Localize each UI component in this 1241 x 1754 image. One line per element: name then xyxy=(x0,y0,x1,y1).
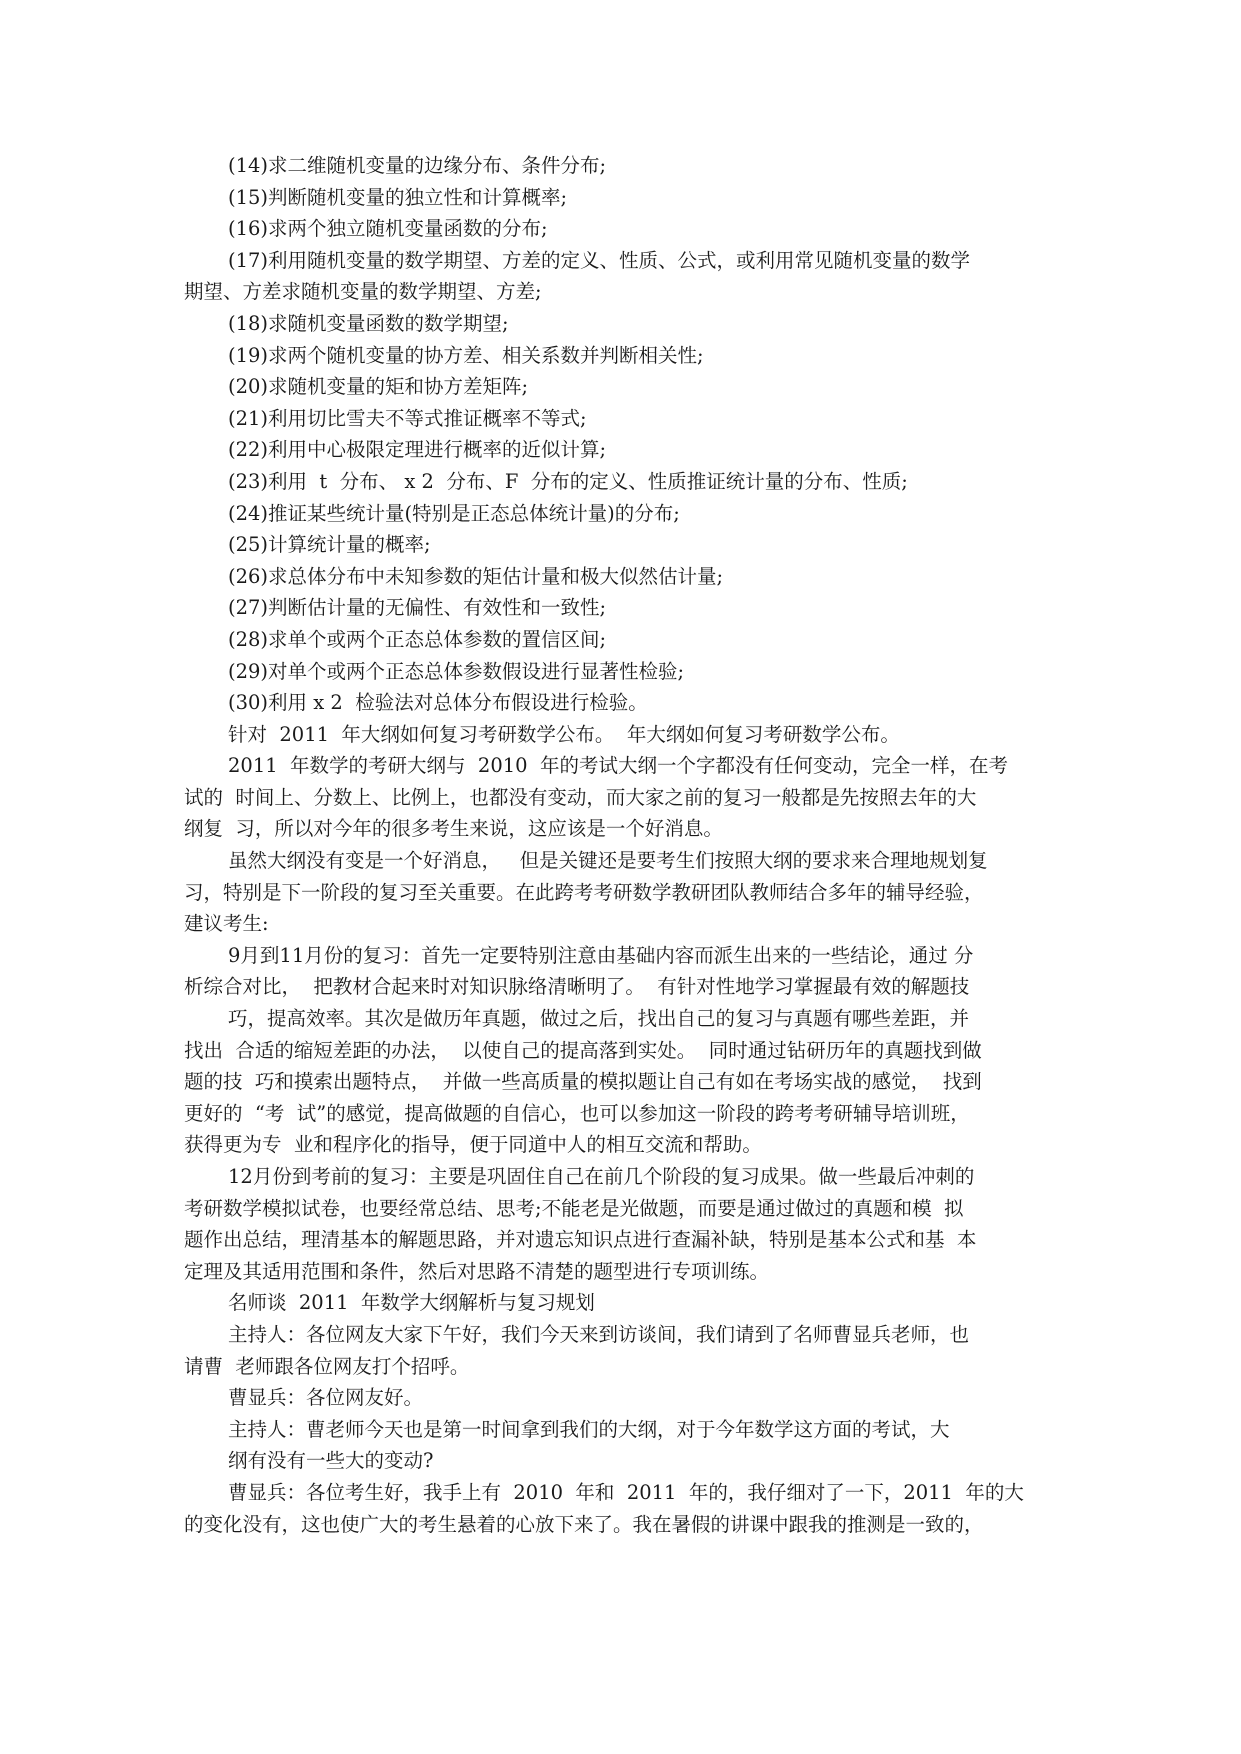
text-line: (21)利用切比雪夫不等式推证概率不等式; xyxy=(228,406,587,430)
text-line: 主持人：各位网友大家下午好，我们今天来到访谈间，我们请到了名师曹显兵老师，也 xyxy=(228,1322,970,1346)
text-line: 获得更为专 业和程序化的指导，便于同道中人的相互交流和帮助。 xyxy=(184,1133,762,1157)
text-line: (17)利用随机变量的数学期望、方差的定义、性质、公式，或利用常见随机变量的数学 xyxy=(228,248,971,272)
text-line: (16)求两个独立随机变量函数的分布; xyxy=(228,217,548,241)
text-line: 试的 时间上、分数上、比例上，也都没有变动，而大家之前的复习一般都是先按照去年的大 xyxy=(184,785,977,809)
text-line: (23)利用 t 分布、 x 2 分布、F 分布的定义、性质推证统计量的分布、性质; xyxy=(228,469,908,493)
text-line: (26)求总体分布中未知参数的矩估计量和极大似然估计量; xyxy=(228,564,724,588)
document-body xyxy=(184,150,1064,1540)
text-line: (18)求随机变量函数的数学期望; xyxy=(228,311,509,335)
text-line: 建议考生: xyxy=(184,912,269,936)
text-line: 曹显兵：各位考生好，我手上有 2010 年和 2011 年的，我仔细对了一下，2011 年的大 xyxy=(228,1480,1024,1504)
text-line: (29)对单个或两个正态总体参数假设进行显著性检验; xyxy=(228,659,685,683)
text-line: 析综合对比， 把教材合起来时对知识脉络清晰明了。 有针对性地学习掌握最有效的解题技 xyxy=(184,975,970,999)
text-line: 纲复 习，所以对今年的很多考生来说，这应该是一个好消息。 xyxy=(184,817,723,841)
text-line: 题的技 巧和摸索出题特点， 并做一些高质量的模拟题让自己有如在考场实战的感觉， 找到 xyxy=(184,1070,982,1094)
text-line: (27)判断估计量的无偏性、有效性和一致性; xyxy=(228,596,607,620)
text-line: (30)利用 x 2 检验法对总体分布假设进行检验。 xyxy=(228,691,648,715)
text-line: (24)推证某些统计量(特别是正态总体统计量)的分布; xyxy=(228,501,680,525)
text-line: 期望、方差求随机变量的数学期望、方差; xyxy=(184,280,542,304)
text-line: 考研数学模拟试卷，也要经常总结、思考;不能老是光做题，而要是通过做过的真题和模 拟 xyxy=(184,1196,964,1220)
text-line: 9月到11月份的复习：首先一定要特别注意由基础内容而派生出来的一些结论，通过 分 xyxy=(228,943,974,967)
text-line: 12月份到考前的复习：主要是巩固住自己在前几个阶段的复习成果。做一些最后冲刺的 xyxy=(228,1165,975,1188)
text-line: (19)求两个随机变量的协方差、相关系数并判断相关性; xyxy=(228,343,704,367)
text-line: (20)求随机变量的矩和协方差矩阵; xyxy=(228,375,529,399)
text-line: 主持人：曹老师今天也是第一时间拿到我们的大纲，对于今年数学这方面的考试，大 xyxy=(228,1417,950,1441)
text-line: (14)求二维随机变量的边缘分布、条件分布; xyxy=(228,154,607,177)
text-line: (28)求单个或两个正态总体参数的置信区间; xyxy=(228,627,607,651)
text-line: 的变化没有，这也使广大的考生悬着的心放下来了。我在暑假的讲课中跟我的推测是一致的， xyxy=(184,1512,984,1536)
text-line: (25)计算统计量的概率; xyxy=(228,533,431,557)
text-line: (15)判断随机变量的独立性和计算概率; xyxy=(228,185,568,209)
text-line: 名师谈 2011 年数学大纲解析与复习规划 xyxy=(228,1291,595,1315)
text-line: 请曹 老师跟各位网友打个招呼。 xyxy=(184,1354,470,1378)
text-line: 找出 合适的缩短差距的办法， 以使自己的提高落到实处。 同时通过钻研历年的真题找到做 xyxy=(184,1038,982,1062)
text-line: 2011 年数学的考研大纲与 2010 年的考试大纲一个字都没有任何变动，完全一样，在考 xyxy=(228,754,1008,778)
text-line: 曹显兵：各位网友好。 xyxy=(228,1386,424,1410)
text-line: (22)利用中心极限定理进行概率的近似计算; xyxy=(228,438,607,462)
text-line: 巧，提高效率。其次是做历年真题，做过之后，找出自己的复习与真题有哪些差距，并 xyxy=(228,1007,970,1031)
text-line: 定理及其适用范围和条件，然后对思路不清楚的题型进行专项训练。 xyxy=(184,1259,770,1283)
text-line: 题作出总结，理清基本的解题思路，并对遗忘知识点进行查漏补缺，特别是基本公式和基 本 xyxy=(184,1228,977,1252)
text-line: 虽然大纲没有变是一个好消息， 但是关键还是要考生们按照大纲的要求来合理地规划复 xyxy=(228,849,988,873)
text-line: 习，特别是下一阶段的复习至关重要。在此跨考考研数学教研团队教师结合多年的辅导经验， xyxy=(184,880,984,904)
text-line: 纲有没有一些大的变动? xyxy=(228,1449,434,1473)
text-line: 更好的 “考 试”的感觉，提高做题的自信心，也可以参加这一阶段的跨考考研辅导培训班， xyxy=(184,1101,970,1125)
text-line: 针对 2011 年大纲如何复习考研数学公布。 年大纲如何复习考研数学公布。 xyxy=(228,722,900,746)
